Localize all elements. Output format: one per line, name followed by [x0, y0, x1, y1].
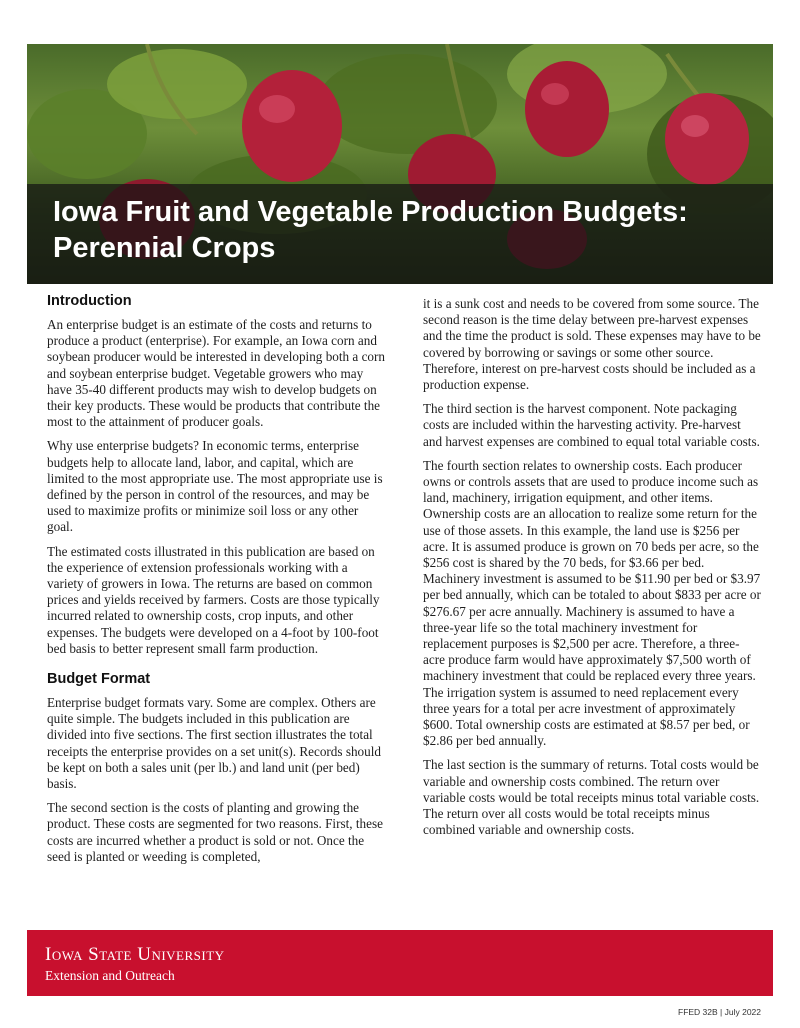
- budget-format-heading: Budget Format: [47, 671, 151, 688]
- footer-band: [27, 930, 773, 996]
- publication-id: FFED 32B | July 2022: [678, 1007, 761, 1017]
- right-column: [423, 296, 761, 847]
- raspberry-3: [665, 93, 749, 185]
- right-paragraph-3: The fourth section relates to ownership costs. Each producer owns or controls assets that are used to produce income such as land, machinery, irrigation equipment, and other items. Ownership costs are an allocation to realize some return for the use of those assets. In this example, the land use is $256 per acre. It is assumed produce is grown on 70 beds per acre, so the $256 cost is shared by the 70 beds, for $3.66 per bed. Machinery investment is assumed to be $11.90 per bed or $3.97 per bed annually, which can be totaled to about $833 per acre or $276.67 per acre annually. Machinery is assumed to have a three-year life so the total machinery investment for replacement purposes is $2,500 per acre. Therefore, a three-acre produce farm would have approximately $7,500 worth of machinery investment that could be replaced every three years. The irrigation system is assumed to need replacement every three years for a total per acre investment of approximately $600. Total ownership costs are estimated at $8.57 per bed, or $2.86 per bed annually.: [423, 457, 761, 749]
- page-title-line2: Perennial Crops: [53, 232, 276, 264]
- extension-text: Extension and Outreach: [45, 968, 175, 983]
- format-paragraph-2: The second section is the costs of planting and growing the product. These costs are segmented for two reasons. First, these costs are incurred whether a product is sold or not. Once the seed is planted or weeding is completed,: [47, 800, 383, 864]
- header-photo: [27, 44, 773, 284]
- raspberry-2: [525, 61, 609, 157]
- university-logo-text: Iowa State University: [45, 944, 225, 965]
- intro-paragraph-2: Why use enterprise budgets? In economic terms, enterprise budgets help to allocate land, labor, and capital, which are limited to the most appropriate use. The most appropriate use is defined by the person in control of the resources, and may be used to maximize profits or minimize soil loss or any other goal.: [47, 438, 383, 535]
- right-paragraph-2: The third section is the harvest component. Note packaging costs are included within the harvesting activity. Pre-harvest and harvest expenses are combined to equal total variable costs.: [423, 401, 760, 449]
- right-paragraph-1: it is a sunk cost and needs to be covered from some source. The second reason is the time delay between pre-harvest expenses and the time the product is sold. These expenses may have to be covered by borrowing or savings or some other source. Therefore, interest on pre-harvest costs should be included as a production expense.: [423, 296, 761, 393]
- format-paragraph-1: Enterprise budget formats vary. Some are complex. Others are quite simple. The budgets included in this publication are divided into five sections. The first section illustrates the total receipts the enterprise provides on a set unit(s). Records should be kept on both a sales unit (per lb.) and land unit (per bed) basis.: [47, 695, 381, 792]
- raspberry-1: [242, 70, 342, 182]
- page-title-line1: Iowa Fruit and Vegetable Production Budgets:: [53, 196, 688, 228]
- left-column: [47, 292, 387, 873]
- introduction-heading: Introduction: [47, 293, 132, 309]
- page-title: [53, 194, 753, 266]
- right-paragraph-4: The last section is the summary of returns. Total costs would be variable and ownership costs combined. The return over variable costs would be total receipts minus total variable costs. The return over all costs would be total receipts minus combined variable and ownership costs.: [423, 757, 760, 838]
- intro-paragraph-1: An enterprise budget is an estimate of the costs and returns to produce a product (enterprise). For example, an Iowa corn and soybean producer would be interested in developing both a corn and soybean enterprise budget. Vegetable growers who may have 35-40 different products may wish to develop budgets on their key products. These would be products that contribute the most to the attainment of producer goals.: [47, 317, 386, 430]
- intro-paragraph-3: The estimated costs illustrated in this publication are based on the experience of extension professionals working with a variety of growers in Iowa. The returns are based on common prices and yields received by farmers. Costs are those typically incurred related to ownership costs, crop inputs, and other expenses. The budgets were developed on a 4-foot by 100-foot bed basis to better represent small farm production.: [47, 543, 380, 656]
